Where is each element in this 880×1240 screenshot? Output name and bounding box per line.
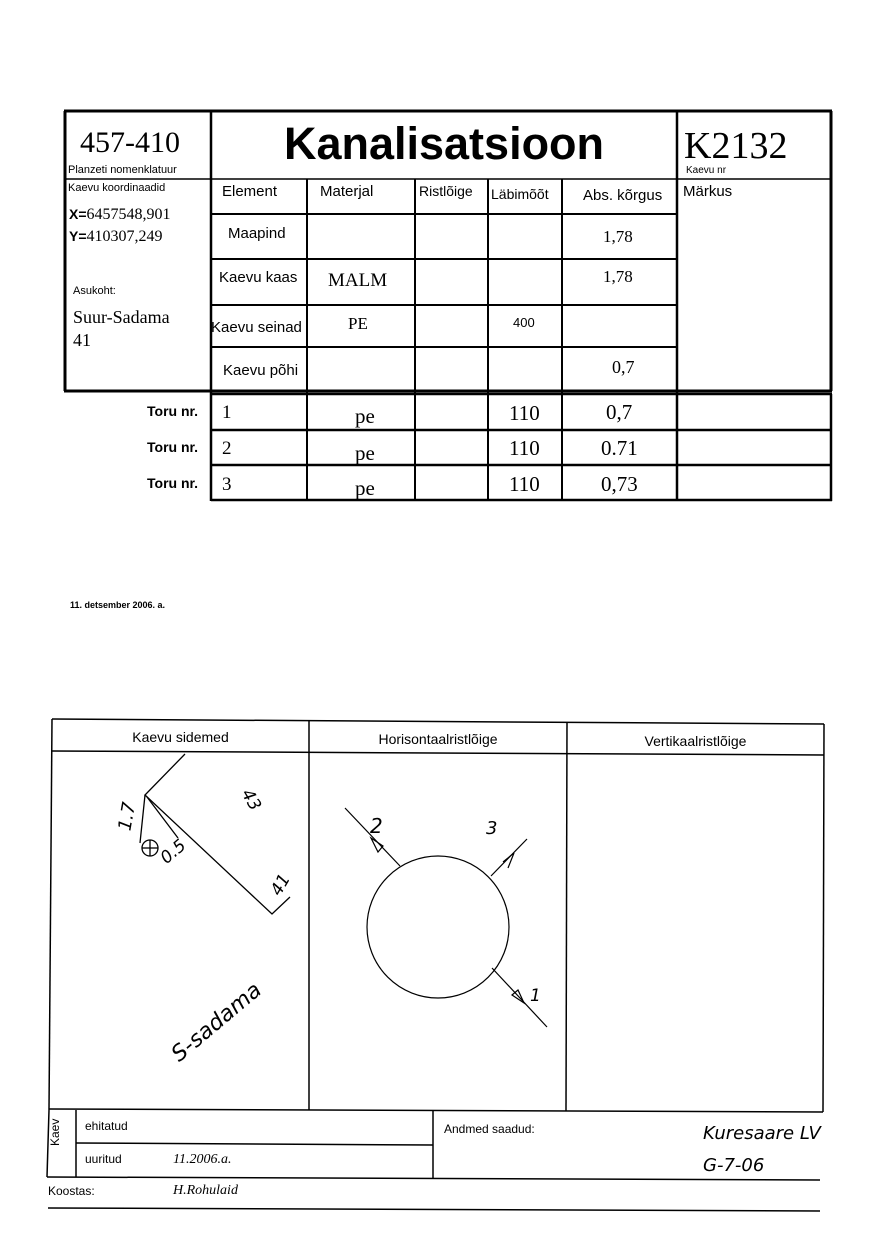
row-element: Kaevu põhi (223, 362, 299, 379)
row-diameter: 400 (513, 315, 535, 330)
sheet-number: 457-410 (80, 126, 180, 159)
hw-distance-1: 1.7 (114, 800, 141, 833)
pipe-material: pe (355, 476, 375, 500)
hw-house-number-2: 43 (236, 785, 265, 815)
pipe-height: 0,7 (606, 400, 633, 424)
well-side-label: Kaev (48, 1118, 62, 1146)
row-abs-height: 1,78 (603, 267, 633, 286)
row-element: Kaevu kaas (219, 269, 298, 286)
pipe-number: 1 (222, 402, 232, 423)
y-coordinate (69, 228, 163, 246)
pipe-material: pe (355, 441, 375, 465)
col-header-remarks: Märkus (683, 183, 733, 200)
pipe-number: 2 (222, 438, 232, 459)
document-title: Kanalisatsioon (283, 118, 605, 169)
y-label: Y= (69, 228, 87, 244)
pipe-diameter: 110 (509, 472, 540, 496)
col-header-abs-height: Abs. kõrgus (583, 187, 663, 204)
location-line1: Suur-Sadama (73, 307, 170, 327)
sketch-title-vertical: Vertikaalristlõige (644, 733, 747, 749)
col-header-element: Element (222, 183, 278, 200)
col-header-diameter: Läbimõõt (491, 186, 549, 202)
sketch-title-horizontal: Horisontaalristlõige (378, 731, 498, 747)
data-received-date: G-7-06 (703, 1155, 765, 1176)
sheet-number-label: Planzeti nomenklatuur (68, 164, 177, 176)
pipe-diameter: 110 (509, 436, 540, 460)
hw-pipe-3: 3 (486, 818, 498, 839)
y-value: 410307,249 (86, 228, 163, 245)
well-number: K2132 (684, 125, 788, 167)
coords-label: Kaevu koordinaadid (68, 182, 166, 194)
row-abs-height: 0,7 (612, 357, 635, 377)
col-header-material: Materjal (320, 183, 374, 200)
pipe-height: 0,73 (601, 472, 638, 496)
document-date: 11. detsember 2006. a. (70, 600, 166, 610)
surveyed-value: 11.2006.a. (173, 1152, 232, 1167)
row-element: Maapind (228, 225, 286, 242)
hw-house-number: 41 (266, 870, 295, 900)
compiled-label: Koostas: (48, 1184, 95, 1198)
location-label: Asukoht: (73, 285, 116, 297)
compiled-value: H.Rohulaid (173, 1183, 238, 1198)
pipe-label: Toru nr. (147, 403, 199, 419)
x-value: 6457548,901 (86, 206, 171, 223)
surveyed-label: uuritud (85, 1152, 122, 1166)
row-abs-height: 1,78 (603, 227, 633, 246)
pipe-material: pe (355, 404, 375, 428)
sketch-title-ties: Kaevu sidemed (132, 729, 229, 745)
row-material: PE (348, 314, 368, 333)
row-material: MALM (328, 270, 388, 291)
pipe-number: 3 (222, 474, 232, 495)
hw-pipe-2: 2 (370, 814, 383, 838)
hw-distance-2: 0.5 (156, 835, 191, 869)
pipe-height: 0.71 (601, 436, 638, 460)
x-label: X= (69, 206, 87, 222)
pipe-label: Toru nr. (147, 475, 199, 491)
row-element: Kaevu seinad (211, 319, 302, 336)
location-line2: 41 (73, 330, 91, 350)
hw-pipe-1: 1 (530, 986, 541, 1006)
built-label: ehitatud (85, 1119, 128, 1133)
well-number-label: Kaevu nr (686, 165, 727, 176)
col-header-section: Ristlõige (419, 183, 473, 199)
horizontal-section-drawing (345, 808, 547, 1027)
data-received-label: Andmed saadud: (444, 1122, 535, 1136)
pipe-label: Toru nr. (147, 439, 199, 455)
data-received-signature: Kuresaare LV (703, 1123, 821, 1144)
pipe-diameter: 110 (509, 401, 540, 425)
x-coordinate (69, 206, 171, 224)
hw-street-name: S-sadama (166, 977, 267, 1068)
